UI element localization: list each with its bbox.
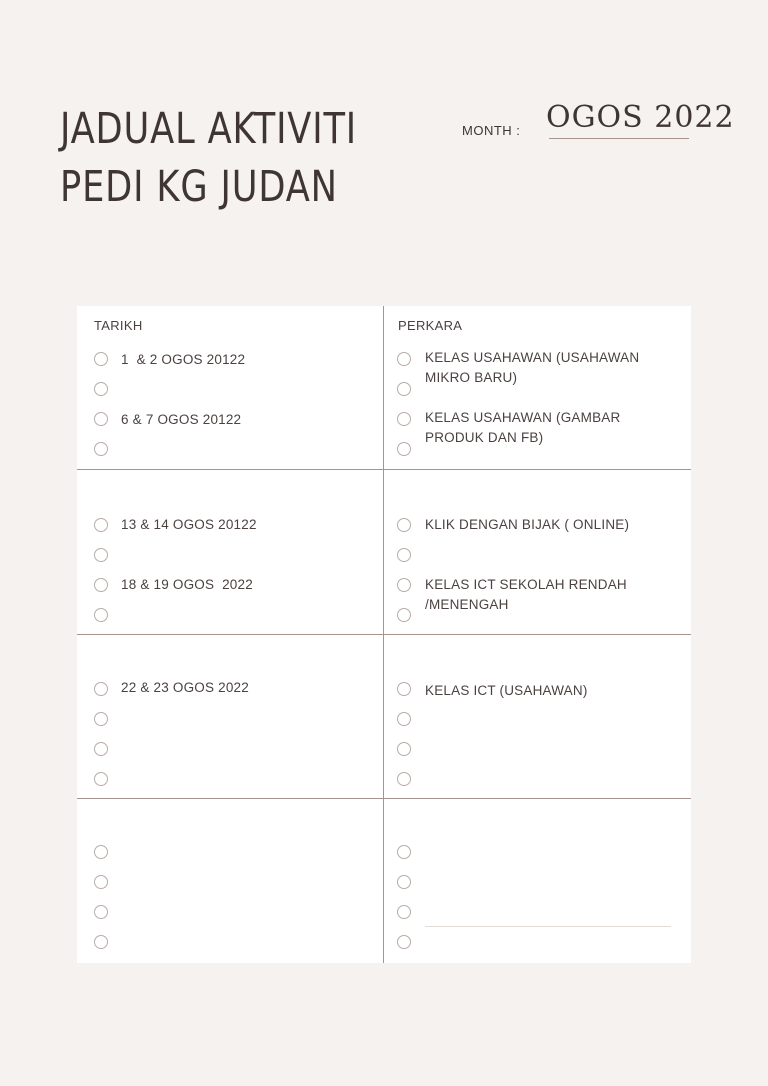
item-checkbox[interactable] — [397, 845, 411, 859]
section-divider-2 — [77, 634, 691, 635]
item-text: KELAS USAHAWAN (USAHAWAN MIKRO BARU) — [425, 350, 640, 385]
date-checkbox[interactable] — [94, 548, 108, 562]
item-checkbox[interactable] — [397, 935, 411, 949]
date-checkbox[interactable] — [94, 578, 108, 592]
section-divider-3 — [77, 798, 691, 799]
date-checkbox[interactable] — [94, 352, 108, 366]
item-text: KELAS ICT SEKOLAH RENDAH /MENENGAH — [425, 577, 627, 612]
date-text: 13 & 14 OGOS 20122 — [121, 517, 257, 532]
item-checkbox[interactable] — [397, 905, 411, 919]
title-line-1: JADUAL AKTIVITI — [60, 104, 358, 154]
title-line-2: PEDI KG JUDAN — [60, 162, 338, 212]
date-checkbox[interactable] — [94, 875, 108, 889]
date-checkbox[interactable] — [94, 935, 108, 949]
activity-table — [77, 306, 691, 963]
item-checkbox[interactable] — [397, 875, 411, 889]
item-checkbox[interactable] — [397, 352, 411, 366]
item-text: KLIK DENGAN BIJAK ( ONLINE) — [425, 517, 630, 532]
item-checkbox[interactable] — [397, 382, 411, 396]
date-checkbox[interactable] — [94, 382, 108, 396]
month-underline — [549, 138, 689, 139]
date-checkbox[interactable] — [94, 518, 108, 532]
date-checkbox[interactable] — [94, 845, 108, 859]
date-text: 1 & 2 OGOS 20122 — [121, 352, 246, 367]
date-checkbox[interactable] — [94, 712, 108, 726]
date-checkbox[interactable] — [94, 742, 108, 756]
date-text: 18 & 19 OGOS 2022 — [121, 577, 253, 592]
item-checkbox[interactable] — [397, 518, 411, 532]
item-checkbox[interactable] — [397, 608, 411, 622]
month-value: OGOS 2022 — [546, 100, 735, 135]
item-checkbox[interactable] — [397, 442, 411, 456]
date-text: 6 & 7 OGOS 20122 — [121, 412, 242, 427]
date-checkbox[interactable] — [94, 442, 108, 456]
date-checkbox[interactable] — [94, 772, 108, 786]
item-checkbox[interactable] — [397, 548, 411, 562]
item-checkbox[interactable] — [397, 712, 411, 726]
date-checkbox[interactable] — [94, 682, 108, 696]
item-checkbox[interactable] — [397, 742, 411, 756]
item-text: KELAS ICT (USAHAWAN) — [425, 683, 588, 698]
item-checkbox[interactable] — [397, 578, 411, 592]
item-checkbox[interactable] — [397, 412, 411, 426]
item-text: KELAS USAHAWAN (GAMBAR PRODUK DAN FB) — [425, 410, 621, 445]
date-checkbox[interactable] — [94, 608, 108, 622]
header-perkara: PERKARA — [398, 318, 463, 333]
section-divider-1 — [77, 469, 691, 470]
item-checkbox[interactable] — [397, 772, 411, 786]
note-line — [425, 926, 671, 927]
page-title — [60, 100, 357, 216]
date-checkbox[interactable] — [94, 905, 108, 919]
item-checkbox[interactable] — [397, 682, 411, 696]
month-label: MONTH : — [462, 123, 521, 138]
date-text: 22 & 23 OGOS 2022 — [121, 680, 249, 695]
date-checkbox[interactable] — [94, 412, 108, 426]
header-tarikh: TARIKH — [94, 318, 143, 333]
